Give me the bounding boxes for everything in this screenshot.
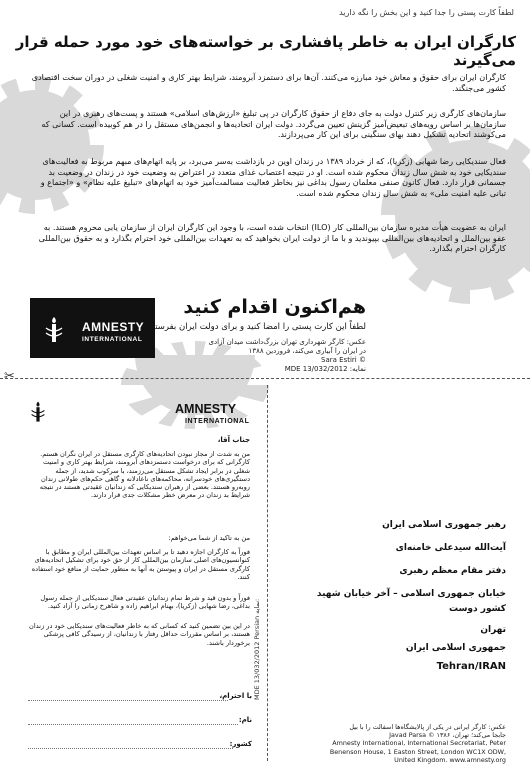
country-field[interactable]	[28, 748, 233, 749]
headline: کارگران ایران به خاطر پافشاری بر خواسته‌های خود مورد حمله قرار می‌گیرند	[15, 33, 516, 69]
card-logo-text-international: INTERNATIONAL	[185, 418, 250, 425]
card-salutation: جناب آقا،	[217, 436, 250, 444]
respect-label: با احترام،	[219, 692, 252, 700]
address-line: خیابان جمهوری اسلامی – آخر خیابان شهید	[316, 589, 506, 599]
publisher-credit-line: United Kingdom. www.amnesty.org	[394, 755, 506, 764]
photo-credit-line: © Sara Estiri	[321, 356, 366, 364]
cutout-instruction: لطفاً کارت پستی را جدا کنید و این بخش را نگه دارید	[339, 8, 514, 17]
address-line: کشور دوست	[449, 604, 506, 614]
photo-credit-line: در ایران را آبیاری می‌کند، فروردین ۱۳۸۸	[248, 347, 366, 355]
signature-line[interactable]	[28, 700, 228, 701]
publisher-credit-line: Amnesty International, International Secretariat, Peter	[332, 739, 506, 748]
postcard-divider	[267, 385, 268, 761]
publisher-credit-line: Benenson House, 1 Easton Street, London WC1X ODW,	[329, 747, 506, 756]
paragraph-3: فعال سندیکایی رضا شهابی (زکریا)، که از خرداد ۱۳۸۹ در زندان اوین در بازداشت به‌سر می‌برد، بر پایه اتهام‌های مبهم مربوط به فعالیت‌های سندیکایی خود به شش سال زندان محکوم شده است. او در نتیجه اعتصاب غذای متعدد در اعتراض به وضعیت خود در زندان در وضعیت بد جسمانی قرار دارد. فعال کانون صنفی معلمان رسول بداغی نیز بخاطر فعالیت مسالمت‌آمیز خود به اتهام‌های «تبلیغ علیه نظام» و «اجتماع و تبانی علیه امنیت ملی» به شش سال زندان محکوم شده است.	[40, 156, 506, 198]
cut-line	[0, 378, 530, 379]
country-label: کشور:	[229, 740, 252, 748]
card-request-intro: من به تاکید از شما می‌خواهم:	[168, 534, 250, 542]
address-line: جمهوری اسلامی ایران	[405, 643, 506, 653]
card-bullet-3: در این بین تضمین کنید که کسانی که به خاطر فعالیت‌های سندیکایی خود در زندان هستند، بر اساس مقررات حداقل رفتار با زندانیان، از رسیدگی کافی پزشکی برخوردار باشند.	[29, 622, 250, 647]
photo-credit-line: عکس: کارگر شهرداری تهران بزرگ‌داشت میدان آزادی	[208, 338, 366, 346]
card-bullet-1: فوراً به کارگران اجازه دهید تا بر اساس تعهدات بین‌المللی ایران و مطابق با کنوانسیون‌های اصلی سازمان بین‌المللی کار از حق خود برای تشکیل اتحادیه‌های کارگری مستقل در ایران و پیوستن به آنها به منظور حمایت از منافع خود استفاده کنند.	[31, 548, 250, 581]
card-reference-code: MDE 13/032/2012 Persian نمایه:	[253, 598, 261, 700]
publisher-credit-line: جابجا می‌کند؛ تهران، ۱۳۸۶ © Javad Parsa	[389, 731, 506, 740]
act-now-subtitle: لطفاً این کارت پستی را امضا کنید و برای دولت ایران بفرستید	[148, 322, 366, 332]
photo-credit	[186, 338, 366, 374]
card-bullet-2: فوراً و بدون قید و شرط تمام زندانیان عقیدتی فعال سندیکایی از جمله رسول بداغی، رضا شهابی (زکریا)، بهنام ابراهیم زاده و شاهرخ زمانی را آزاد کنید.	[40, 594, 250, 611]
name-label: نام:	[238, 716, 252, 724]
act-now-title: هم‌اکنون اقدام کنید	[183, 296, 366, 318]
publisher-credit-line: عکس: کارگر ایرانی در یکی از پالایشگاه‌ها اسفالت را با بیل	[349, 723, 506, 731]
card-intro: من به شدت از مجاز نبودن اتحادیه‌های کارگری مستقل در ایران نگران هستم. کارگرانی که برای درخواست دستمزدهای آبرومند، شرایط بهتر کاری و امنیت شغلی در برابر ایجاد تشکل مستقل می‌رزمند، با سرکوب شدید، از جمله دستگیری‌های خودسرانه، محاکمه‌های ناعادلانه و گاهی حکم‌های طولانی زندان روبه‌رو هستند. بعضی از رهبران سندیکایی که زندانیان عقیدتی هستند در نتیجه شرایط بد زندان در معرض خطر مشکلات جدی قرار دارند.	[39, 450, 250, 500]
candle-barbed-wire-icon	[30, 400, 46, 424]
scissors-icon: ✂	[4, 369, 15, 384]
publisher-credit	[286, 723, 506, 764]
candle-barbed-wire-icon	[44, 316, 64, 344]
paragraph-1: کارگران ایران برای حقوق و معاش خود مبارزه می‌کنند. آن‌ها برای دستمزد آبرومند، شرایط بهتر کاری و امنیت شغلی در دوران سخت اقتصادی کشور می‌جنگند.	[31, 72, 506, 93]
amnesty-logo-block	[30, 298, 155, 358]
paragraph-4: ایران به عضویت هیأت مدیره سازمان بین‌المللی کار (ILO) انتخاب شده است، با وجود این کارگران ایران از سازمان یابی محروم هستند. به عفو بین‌الملل و اتحادیه‌های بین‌المللی بپیوندید و با ما از دولت ایران بخواهید که به تعهدات بین‌المللی خود احترام بگذارد و به حقوق بین‌المللی کارگران احترام بگذارد.	[38, 222, 506, 254]
address-line: آیت‌الله سیدعلی خامنه‌ای	[395, 543, 506, 553]
address-line: رهبر جمهوری اسلامی ایران	[382, 520, 506, 530]
paragraph-2: سازمان‌های کارگری زیر کنترل دولت به جای دفاع از حقوق کارگران در پی تبلیغ «ارزش‌های اسلامی» هستند و پست‌های رهبری در این سازمان‌ها بر اساس رویه‌های تبعیض‌آمیز گزینش تعیین می‌گردد. دولت ایران اتحادیه‌ها و انجمن‌های مستقل را در هم کوبیده است. کسانی که می‌کوشند اتحادیه تشکیل دهند بهای سنگینی برای این کار می‌پردازند.	[41, 108, 506, 140]
photo-credit-line: نمایه: MDE 13/032/2012	[284, 365, 366, 373]
logo-text-international: INTERNATIONAL	[82, 336, 143, 343]
address-line: دفتر مقام معظم رهبری	[399, 566, 506, 576]
logo-text-amnesty: AMNESTY	[82, 320, 145, 334]
card-logo-text-amnesty: AMNESTY	[175, 402, 237, 416]
address-english: Tehran/IRAN	[436, 661, 506, 672]
name-field[interactable]	[28, 724, 238, 725]
address-line: تهران	[480, 625, 506, 635]
